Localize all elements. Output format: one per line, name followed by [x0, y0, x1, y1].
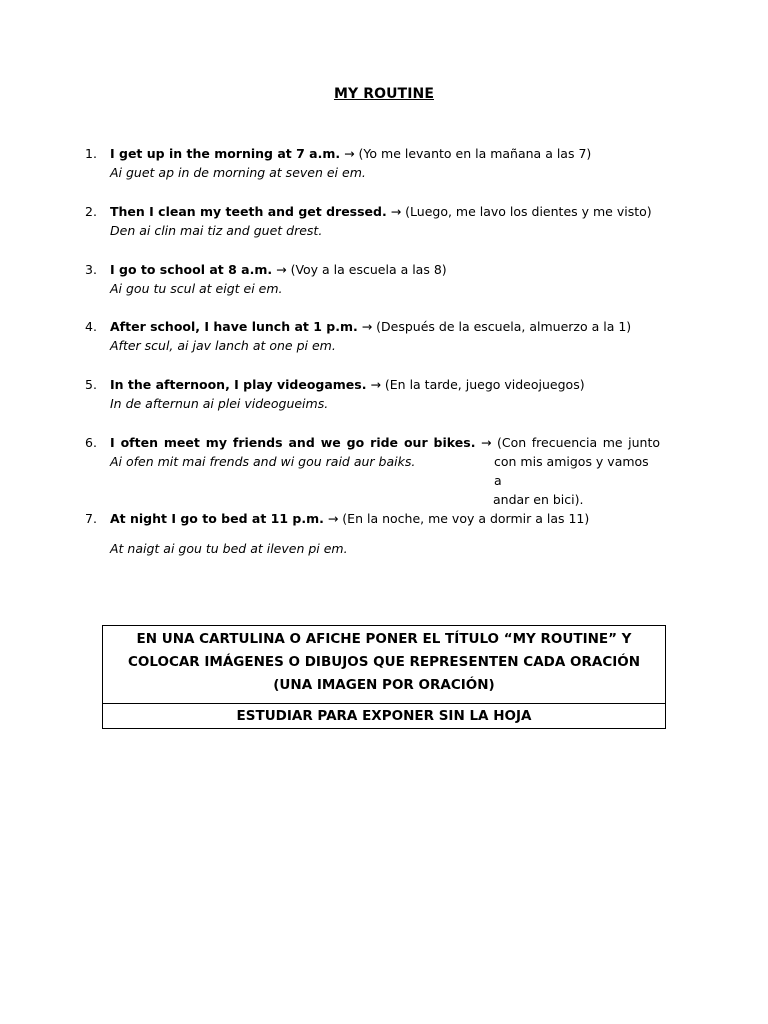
- spanish-translation: (Luego, me lavo los dientes y me visto): [405, 204, 652, 219]
- item-number: 5.: [85, 377, 97, 392]
- english-sentence: In the afternoon, I play videogames.: [110, 377, 367, 392]
- list-item: [85, 317, 660, 355]
- item-number: 7.: [85, 511, 97, 526]
- document-title: MY ROUTINE: [333, 86, 435, 102]
- pronunciation: After scul, ai jav lanch at one pi em.: [110, 338, 336, 353]
- item-number: 3.: [85, 262, 97, 277]
- spanish-translation: (Después de la escuela, almuerzo a la 1): [376, 319, 632, 334]
- english-sentence: At night I go to bed at 11 p.m.: [110, 511, 324, 526]
- arrow-icon: →: [340, 146, 359, 161]
- item-number: 6.: [85, 435, 97, 450]
- arrow-icon: →: [357, 319, 377, 334]
- arrow-icon: →: [386, 204, 406, 219]
- spanish-translation-line-1: (Con frecuencia me junto: [497, 435, 660, 450]
- spanish-translation: (En la noche, me voy a dormir a las 11): [342, 511, 590, 526]
- arrow-icon: →: [366, 377, 385, 392]
- item-number: 4.: [85, 319, 97, 334]
- pronunciation: Ai gou tu scul at eigt ei em.: [110, 281, 283, 296]
- arrow-icon: →: [323, 511, 343, 526]
- list-item: [85, 375, 660, 413]
- arrow-icon: →: [475, 435, 498, 450]
- list-item: [85, 144, 660, 182]
- list-item: [85, 260, 660, 298]
- pronunciation: In de afternun ai plei videogueims.: [110, 396, 329, 411]
- pronunciation: At naigt ai gou tu bed at ileven pi em.: [110, 541, 348, 556]
- list-item: [85, 509, 660, 558]
- spanish-translation-line-3: andar en bici).: [493, 492, 584, 507]
- pronunciation: Ai guet ap in de morning at seven ei em.: [110, 165, 366, 180]
- spanish-translation: (En la tarde, juego videojuegos): [384, 377, 585, 392]
- english-sentence: Then I clean my teeth and get dressed.: [110, 204, 387, 219]
- item-number: 2.: [85, 204, 97, 219]
- instruction-secondary: ESTUDIAR PARA EXPONER SIN LA HOJA: [236, 708, 532, 724]
- list-item: [85, 202, 660, 240]
- arrow-icon: →: [272, 262, 291, 277]
- pronunciation: Ai ofen mit mai frends and wi gou raid aur baiks.: [110, 454, 416, 469]
- list-item: [85, 433, 660, 509]
- instruction-box: [102, 625, 666, 729]
- instruction-main: EN UNA CARTULINA O AFICHE PONER EL TÍTULO “MY ROUTINE” Y COLOCAR IMÁGENES O DIBUJOS QUE REPRESENTEN CADA ORACIÓN (UNA IMAGEN POR ORACIÓN): [103, 626, 665, 704]
- english-sentence: After school, I have lunch at 1 p.m.: [110, 319, 358, 334]
- english-sentence: I go to school at 8 a.m.: [110, 262, 273, 277]
- spanish-translation: (Voy a la escuela a las 8): [290, 262, 447, 277]
- english-sentence: I get up in the morning at 7 a.m.: [110, 146, 341, 161]
- spanish-translation: (Yo me levanto en la mañana a las 7): [358, 146, 592, 161]
- pronunciation: Den ai clin mai tiz and guet drest.: [110, 223, 323, 238]
- item-number: 1.: [85, 146, 97, 161]
- spanish-translation-line-2: con mis amigos y vamos a: [494, 454, 649, 488]
- english-sentence: I often meet my friends and we go ride our bikes.: [110, 435, 476, 450]
